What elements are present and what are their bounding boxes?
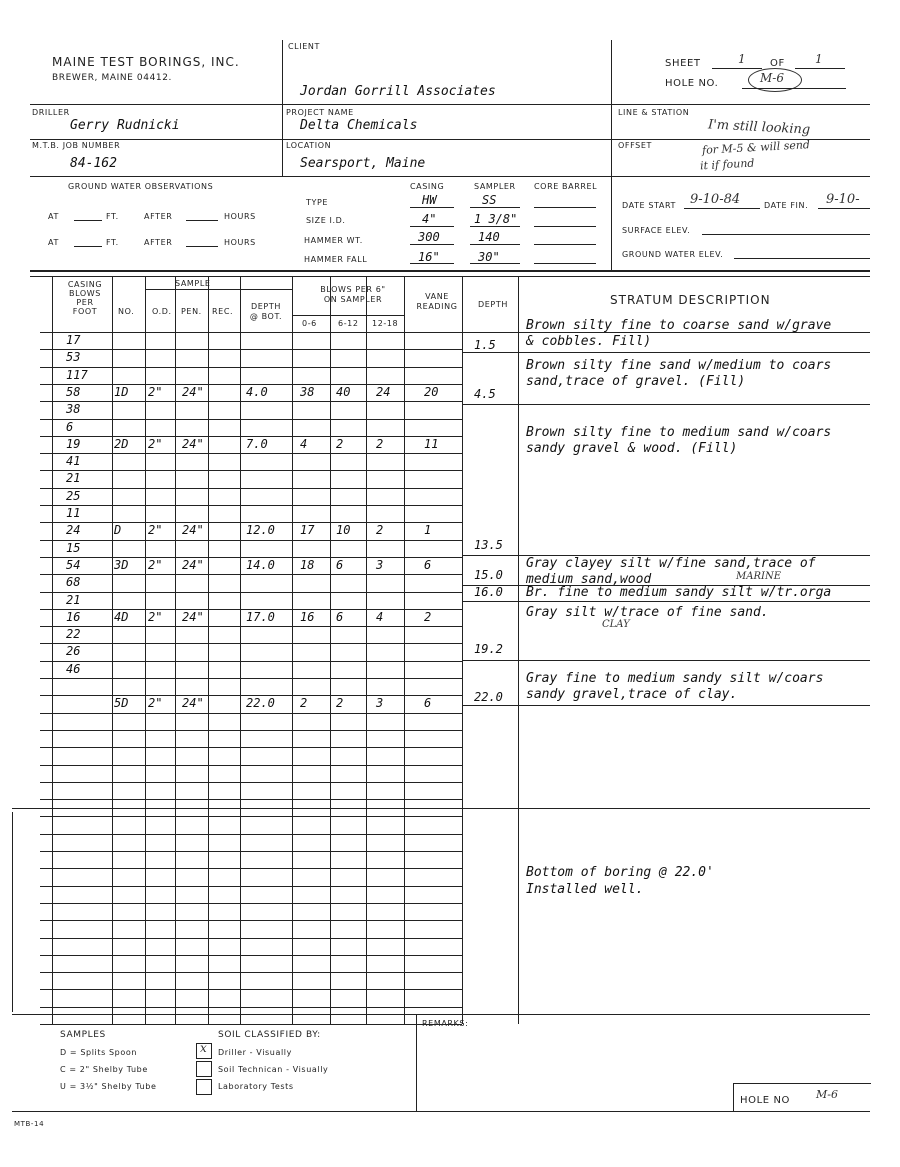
cell-b1: 17	[300, 523, 315, 538]
cell-no: D	[114, 523, 122, 538]
cell-depth: 4.0	[246, 384, 268, 399]
stratum-header: STRATUM DESCRIPTION	[610, 293, 771, 307]
type-label: TYPE	[306, 198, 329, 207]
stratum-depth: 22.0	[474, 690, 503, 704]
cell-casing: 38	[66, 402, 81, 417]
stratum-line2: sandy gravel,trace of clay.	[526, 687, 738, 702]
cell-pen: 24"	[182, 557, 204, 572]
b3-header: 12-18	[372, 319, 399, 328]
bottom-note-line1: Bottom of boring @ 22.0'	[526, 865, 714, 880]
casing-size: 4"	[422, 212, 437, 226]
cell-b2: 40	[336, 384, 351, 399]
vane-header: VANE READING	[416, 292, 458, 311]
cell-casing: 24	[66, 523, 81, 538]
cell-casing: 15	[66, 540, 81, 555]
tech-checkbox[interactable]	[196, 1061, 212, 1077]
samples-title: SAMPLES	[60, 1030, 106, 1040]
date-fin-label: DATE FIN.	[764, 201, 809, 210]
cell-b1: 2	[300, 696, 308, 711]
location-value: Searsport, Maine	[300, 156, 426, 171]
footer-hole-no-value: M-6	[816, 1088, 838, 1101]
project-value: Delta Chemicals	[300, 118, 418, 133]
cell-casing: 46	[66, 661, 81, 676]
sampler-type: SS	[482, 193, 497, 207]
cell-b3: 24	[376, 384, 391, 399]
size-label: SIZE I.D.	[306, 216, 346, 225]
project-label: PROJECT NAME	[286, 108, 354, 117]
cell-b2: 2	[336, 436, 344, 451]
stratum-line1: Gray silt w/trace of fine sand.	[526, 605, 769, 620]
hole-no-value: M-6	[760, 71, 784, 85]
cell-no: 4D	[114, 609, 129, 624]
cell-casing: 6	[66, 419, 74, 434]
cell-casing: 68	[66, 575, 81, 590]
line-station-label: LINE & STATION	[618, 108, 690, 117]
cell-b2: 6	[336, 557, 344, 572]
cell-casing: 21	[66, 592, 81, 607]
cell-pen: 24"	[182, 436, 204, 451]
core-barrel-col-label: CORE BARREL	[534, 182, 598, 191]
cell-no: 2D	[114, 436, 129, 451]
sample-header: SAMPLE	[175, 279, 211, 288]
cell-od: 2"	[148, 557, 163, 572]
casing-type: HW	[422, 193, 437, 207]
cell-pen: 24"	[182, 523, 204, 538]
no-header: NO.	[118, 307, 135, 316]
casing-blows-header: CASING BLOWS PER FOOT	[67, 280, 103, 316]
cell-b3: 3	[376, 696, 384, 711]
cell-casing: 22	[66, 627, 81, 642]
date-start-value: 9-10-84	[690, 192, 741, 207]
cell-b1: 38	[300, 384, 315, 399]
cell-casing: 16	[66, 609, 81, 624]
cell-vane: 6	[424, 696, 432, 711]
bottom-note-line2: Installed well.	[526, 882, 644, 897]
gw-obs-label: GROUND WATER OBSERVATIONS	[68, 182, 214, 191]
gw-at-2: AT	[48, 238, 59, 247]
cell-od: 2"	[148, 436, 163, 451]
stratum-line2: sand,trace of gravel. (Fill)	[526, 374, 746, 389]
note-line3: it if found	[699, 156, 755, 173]
sampler-hammer: 140	[478, 230, 500, 244]
stratum-line1: Brown silty fine to medium sand w/coars	[526, 425, 832, 440]
cell-casing: 17	[66, 333, 81, 347]
pen-header: PEN.	[181, 307, 202, 316]
stratum-depth: 15.0	[474, 568, 503, 582]
blows-per6-header: BLOWS PER 6" ON SAMPLER	[320, 285, 386, 304]
driller-check-mark: x	[200, 1041, 207, 1055]
stratum-line1: Br. fine to medium sandy silt w/tr.orga	[526, 585, 832, 600]
cell-casing: 21	[66, 471, 81, 486]
casing-fall: 16"	[418, 250, 440, 264]
gw-after-2: AFTER	[144, 238, 173, 247]
legend-c: C = 2" Shelby Tube	[60, 1065, 148, 1074]
depth-bot-header: DEPTH @ BOT.	[249, 302, 283, 321]
cell-vane: 6	[424, 557, 432, 572]
cell-b3: 2	[376, 523, 384, 538]
class-tech: Soil Technican - Visually	[218, 1065, 329, 1074]
stratum-line1: Brown silty fine sand w/medium to coars	[526, 358, 832, 373]
hammer-wt-label: HAMMER WT.	[304, 236, 363, 245]
cell-b1: 4	[300, 436, 308, 451]
offset-label: OFFSET	[618, 141, 652, 150]
legend-d: D = Splits Spoon	[60, 1048, 138, 1057]
cell-casing: 117	[66, 367, 88, 382]
cell-no: 3D	[114, 557, 129, 572]
gw-hours-1: HOURS	[224, 212, 256, 221]
cell-b1: 18	[300, 557, 315, 572]
surface-elev-label: SURFACE ELEV.	[622, 226, 691, 235]
gw-hours-2: HOURS	[224, 238, 256, 247]
stratum-handwritten-note: MARINE	[736, 571, 781, 582]
stratum-depth: 1.5	[474, 338, 496, 352]
cell-pen: 24"	[182, 384, 204, 399]
cell-b1: 16	[300, 609, 315, 624]
cell-vane: 11	[424, 436, 439, 451]
cell-pen: 24"	[182, 609, 204, 624]
od-header: O.D.	[152, 307, 172, 316]
cell-depth: 17.0	[246, 609, 275, 624]
client-label: CLIENT	[288, 42, 320, 51]
stratum-depth: 13.5	[474, 538, 503, 552]
cell-casing: 54	[66, 557, 81, 572]
cell-casing: 19	[66, 436, 81, 451]
cell-b3: 2	[376, 436, 384, 451]
gw-elev-label: GROUND WATER ELEV.	[622, 250, 724, 259]
cell-od: 2"	[148, 523, 163, 538]
cell-no: 5D	[114, 696, 129, 711]
company-name: MAINE TEST BORINGS, INC.	[52, 55, 240, 69]
sampler-fall: 30"	[478, 250, 500, 264]
company-address: BREWER, MAINE 04412.	[52, 73, 173, 83]
sheet-label: SHEET	[665, 58, 701, 69]
cell-casing: 26	[66, 644, 81, 659]
sampler-size: 1 3/8"	[474, 212, 518, 226]
stratum-depth: 19.2	[474, 642, 503, 656]
cell-vane: 1	[424, 523, 432, 538]
stratum-line2: sandy gravel & wood. (Fill)	[526, 441, 738, 456]
casing-col-label: CASING	[410, 182, 445, 191]
of-value: 1	[815, 52, 823, 66]
stratum-handwritten-note: CLAY	[602, 619, 630, 630]
gw-ft-1: FT.	[106, 212, 119, 221]
depth-header: DEPTH	[478, 300, 508, 309]
cell-b2: 2	[336, 696, 344, 711]
cell-od: 2"	[148, 609, 163, 624]
stratum-depth: 4.5	[474, 387, 496, 401]
cell-casing: 11	[66, 506, 81, 520]
b1-header: 0-6	[302, 319, 317, 328]
cell-b3: 4	[376, 609, 384, 624]
cell-casing: 25	[66, 488, 81, 503]
cell-pen: 24"	[182, 696, 204, 711]
gw-at-1: AT	[48, 212, 59, 221]
note-line2: for M-5 & will send	[701, 138, 811, 157]
cell-no: 1D	[114, 384, 129, 399]
cell-b2: 6	[336, 609, 344, 624]
stratum-line2: & cobbles. Fill)	[526, 334, 652, 349]
remarks-label: REMARKS:	[422, 1019, 469, 1028]
legend-u: U = 3½" Shelby Tube	[60, 1082, 157, 1091]
cell-depth: 12.0	[246, 523, 275, 538]
cell-casing: 41	[66, 454, 81, 469]
cell-depth: 7.0	[246, 436, 268, 451]
footer-hole-no-label: HOLE NO	[740, 1095, 791, 1106]
cell-depth: 22.0	[246, 696, 275, 711]
hole-no-label: HOLE NO.	[665, 78, 719, 89]
classified-title: SOIL CLASSIFIED BY:	[218, 1030, 321, 1040]
job-label: M.T.B. JOB NUMBER	[32, 141, 121, 150]
rec-header: REC.	[212, 307, 234, 316]
of-label: OF	[770, 58, 785, 69]
stratum-line2: medium sand,wood	[526, 572, 652, 587]
class-driller: Driller - Visually	[218, 1048, 292, 1057]
lab-checkbox[interactable]	[196, 1079, 212, 1095]
cell-b2: 10	[336, 523, 351, 538]
note-line1: I'm still looking	[707, 117, 811, 138]
driller-value: Gerry Rudnicki	[70, 118, 180, 133]
sampler-col-label: SAMPLER	[474, 182, 516, 191]
cell-depth: 14.0	[246, 557, 275, 572]
hammer-fall-label: HAMMER FALL	[304, 255, 368, 264]
cell-casing: 53	[66, 350, 81, 365]
stratum-line1: Gray clayey silt w/fine sand,trace of	[526, 556, 816, 571]
cell-od: 2"	[148, 696, 163, 711]
stratum-line1: Brown silty fine to coarse sand w/grave	[526, 318, 832, 333]
cell-vane: 2	[424, 609, 432, 624]
sheet-value: 1	[738, 52, 746, 66]
client-value: Jordan Gorrill Associates	[300, 84, 496, 99]
class-lab: Laboratory Tests	[218, 1082, 294, 1091]
date-fin-value: 9-10-	[826, 192, 860, 207]
gw-after-1: AFTER	[144, 212, 173, 221]
form-id: MTB-14	[14, 1120, 45, 1128]
cell-od: 2"	[148, 384, 163, 399]
cell-casing: 58	[66, 384, 81, 399]
cell-vane: 20	[424, 384, 439, 399]
job-value: 84-162	[70, 156, 117, 171]
stratum-depth: 16.0	[474, 585, 503, 599]
cell-b3: 3	[376, 557, 384, 572]
location-label: LOCATION	[286, 141, 332, 150]
driller-label: DRILLER	[32, 108, 70, 117]
casing-hammer: 300	[418, 230, 440, 244]
date-start-label: DATE START	[622, 201, 677, 210]
gw-ft-2: FT.	[106, 238, 119, 247]
b2-header: 6-12	[338, 319, 359, 328]
stratum-line1: Gray fine to medium sandy silt w/coars	[526, 671, 824, 686]
